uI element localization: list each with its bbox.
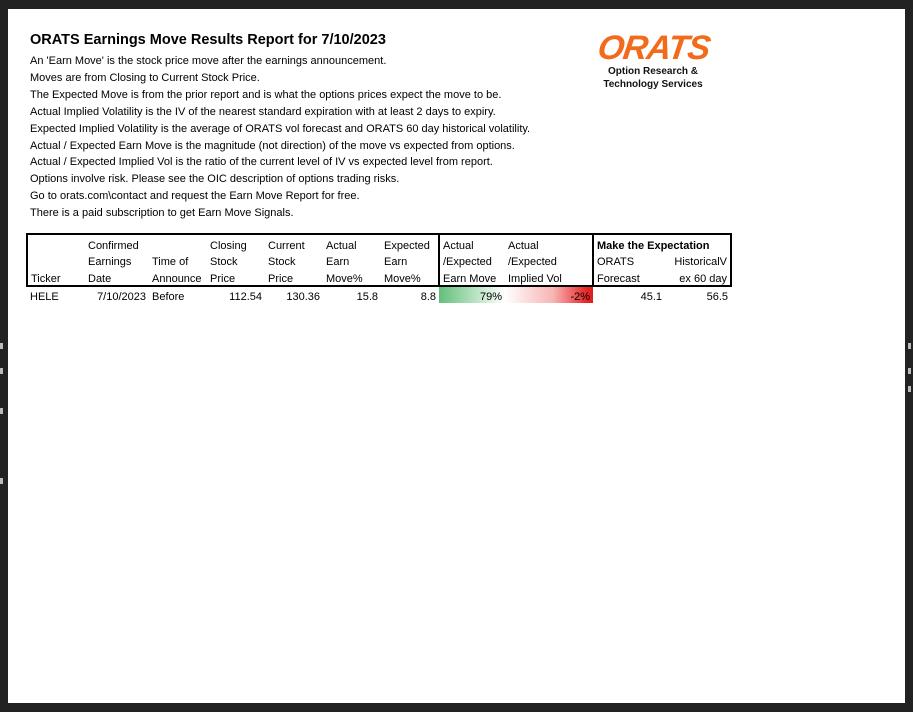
expected-move-cell: 8.8 bbox=[420, 291, 436, 303]
intro-line: Actual Implied Volatility is the IV of the nearest standard expiration with at least 2 days to expiry. bbox=[30, 105, 496, 118]
header-cell bbox=[149, 234, 207, 252]
intro-line: Moves are from Closing to Current Stock Price. bbox=[30, 71, 260, 84]
report-intro bbox=[30, 53, 530, 222]
orats-logo-mark: ORATS bbox=[595, 29, 713, 67]
header-cell: Price bbox=[265, 268, 323, 286]
intro-line: Actual / Expected Earn Move is the magnitude (not direction) of the move vs expected from options. bbox=[30, 139, 515, 152]
intro-line: Actual / Expected Implied Vol is the ratio of the current level of IV vs expected level from report. bbox=[30, 156, 493, 169]
intro-line: Go to orats.com\contact and request the Earn Move Report for free. bbox=[30, 190, 360, 203]
edge-mark bbox=[0, 478, 3, 484]
header-cell: Date bbox=[85, 268, 149, 286]
earnings-table bbox=[26, 233, 732, 303]
header-cell: Ticker bbox=[27, 268, 85, 286]
header-cell bbox=[27, 234, 85, 252]
report-page bbox=[8, 9, 905, 703]
orats-logo bbox=[595, 29, 713, 91]
header-cell: Stock bbox=[268, 256, 296, 268]
header-row-2 bbox=[27, 252, 731, 269]
header-cell: Implied Vol bbox=[505, 268, 593, 286]
header-cell: Move% bbox=[323, 268, 381, 286]
intro-line: Expected Implied Volatility is the average of ORATS vol forecast and ORATS 60 day historical volatility. bbox=[30, 122, 531, 135]
header-cell: ex 60 day bbox=[665, 268, 731, 286]
ticker-cell: HELE bbox=[30, 291, 59, 303]
header-cell: Actual bbox=[439, 234, 505, 252]
header-cell: Expected bbox=[381, 234, 439, 252]
closing-price-cell: 112.54 bbox=[229, 291, 262, 303]
header-cell: Time of bbox=[152, 256, 189, 268]
header-cell: Earn bbox=[384, 256, 408, 268]
edge-mark bbox=[908, 386, 911, 392]
header-cell: ORATS bbox=[593, 252, 665, 269]
logo-subtitle-2: Technology Services bbox=[603, 79, 703, 90]
edge-mark bbox=[908, 368, 911, 374]
actual-expected-move-cell: 79% bbox=[439, 286, 505, 304]
header-cell: Closing bbox=[207, 234, 265, 252]
header-cell: Earn Move bbox=[439, 268, 505, 286]
header-cell: Price bbox=[207, 268, 265, 286]
header-cell: Earn bbox=[326, 256, 350, 268]
header-cell: Move% bbox=[381, 268, 439, 286]
header-cell: Current bbox=[265, 234, 323, 252]
edge-mark bbox=[0, 408, 3, 414]
header-cell bbox=[27, 252, 85, 269]
hist-vol-cell: 56.5 bbox=[706, 291, 728, 303]
header-cell: Earnings bbox=[88, 256, 132, 268]
header-cell: Confirmed bbox=[85, 234, 149, 252]
header-cell: /Expected bbox=[439, 252, 505, 269]
header-cell: Stock bbox=[210, 256, 238, 268]
make-expectation-header: Make the Expectation bbox=[593, 234, 731, 252]
logo-subtitle-1: Option Research & bbox=[607, 66, 699, 77]
intro-line: The Expected Move is from the prior report and is what the options prices expect the move to be. bbox=[30, 88, 502, 101]
table-row bbox=[27, 286, 731, 304]
edge-mark bbox=[908, 343, 911, 349]
orats-forecast-cell: 45.1 bbox=[640, 291, 662, 303]
edge-mark bbox=[0, 343, 3, 349]
date-cell: 7/10/2023 bbox=[97, 291, 146, 303]
intro-line: There is a paid subscription to get Earn Move Signals. bbox=[30, 207, 294, 220]
header-cell: /Expected bbox=[508, 256, 557, 268]
header-cell: Actual bbox=[505, 234, 593, 252]
header-cell: Announce bbox=[149, 268, 207, 286]
announce-cell: Before bbox=[152, 291, 185, 303]
current-price-cell: 130.36 bbox=[286, 291, 320, 303]
header-cell: HistoricalV bbox=[665, 252, 731, 269]
report-title: ORATS Earnings Move Results Report for 7/10/2023 bbox=[30, 32, 386, 48]
actual-move-cell: 15.8 bbox=[356, 291, 378, 303]
header-row-1 bbox=[27, 234, 731, 252]
header-cell: Actual bbox=[323, 234, 381, 252]
header-row-3 bbox=[27, 268, 731, 286]
intro-line: An 'Earn Move' is the stock price move after the earnings announcement. bbox=[30, 55, 387, 67]
actual-expected-iv-cell: -2% bbox=[505, 286, 593, 304]
edge-mark bbox=[0, 368, 3, 374]
header-cell: Forecast bbox=[593, 268, 665, 286]
intro-line: Options involve risk. Please see the OIC description of options trading risks. bbox=[30, 173, 400, 186]
